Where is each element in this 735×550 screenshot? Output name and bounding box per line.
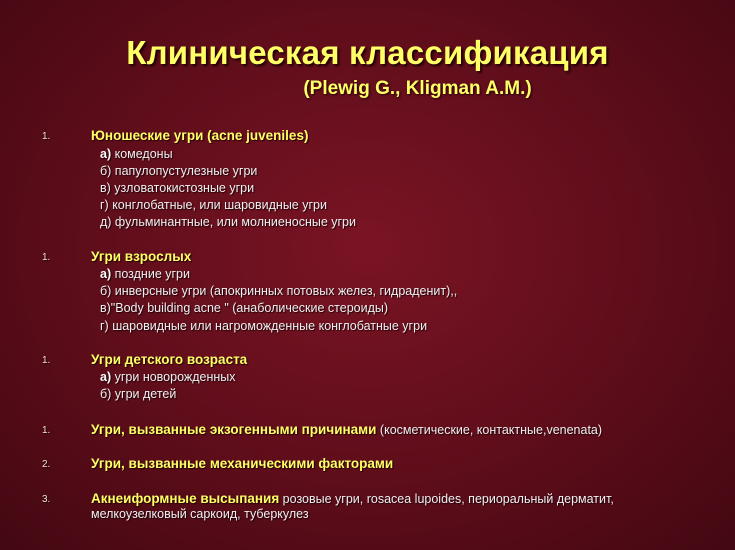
list-item: г) конглобатные, или шаровидные угри bbox=[100, 198, 327, 212]
list-number: 3. bbox=[42, 494, 51, 505]
list-item: б) инверсные угри (апокринных потовых желез, гидраденит),, bbox=[100, 284, 458, 298]
slide-subtitle: (Plewig G., Kligman A.M.) bbox=[303, 78, 532, 99]
list-item: а) угри новорожденных bbox=[100, 370, 236, 384]
list-number: 1. bbox=[42, 425, 51, 436]
list-item: г) шаровидные или нагроможденные конглобатные угри bbox=[100, 319, 428, 333]
section-heading: Угри, вызванные механическими факторами bbox=[91, 456, 394, 471]
list-item: д) фульминантные, или молниеносные угри bbox=[100, 215, 356, 229]
list-item: в)"Body building acne " (анаболические стероиды) bbox=[100, 301, 389, 315]
list-item: а) поздние угри bbox=[100, 267, 190, 281]
list-number: 1. bbox=[42, 131, 51, 142]
section-continuation: мелкоузелковый саркоид, туберкулез bbox=[91, 507, 309, 521]
list-number: 2. bbox=[42, 459, 51, 470]
section-heading: Угри, вызванные экзогенными причинами (косметические, контактные,venenata) bbox=[91, 422, 603, 437]
list-number: 1. bbox=[42, 355, 51, 366]
slide-title: Клиническая классификация bbox=[126, 34, 609, 71]
list-number: 1. bbox=[42, 252, 51, 263]
list-item: а) комедоны bbox=[100, 147, 173, 161]
section-heading: Угри взрослых bbox=[91, 249, 192, 264]
list-item: б) папулопустулезные угри bbox=[100, 164, 258, 178]
section-heading: Юношеские угри (acne juveniles) bbox=[91, 128, 309, 143]
list-item: б) угри детей bbox=[100, 387, 177, 401]
section-heading: Акнеиформные высыпания розовые угри, rosacea lupoides, периоральный дерматит, bbox=[91, 491, 614, 506]
list-item: в) узловатокистозные угри bbox=[100, 181, 255, 195]
section-heading: Угри детского возраста bbox=[91, 352, 248, 367]
